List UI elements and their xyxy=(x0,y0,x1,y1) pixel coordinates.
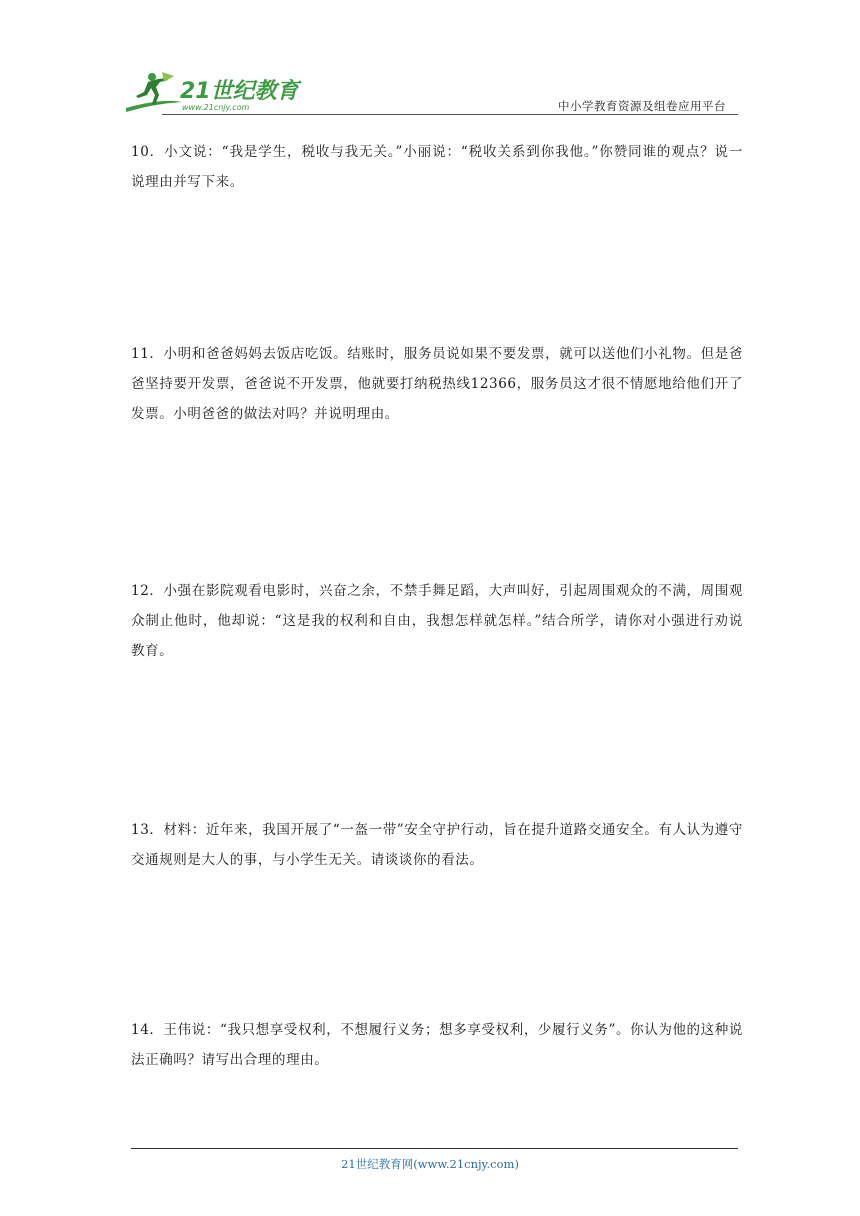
question-12: 12．小强在影院观看电影时，兴奋之余，不禁手舞足蹈，大声叫好，引起周围观众的不满，周围观众制止他时，他却说：“这是我的权利和自由，我想怎样就怎样。”结合所学，请你对小强进行劝说教育。 xyxy=(131,583,743,659)
question-10: 10．小文说：“我是学生，税收与我无关。”小丽说：“税收关系到你我他。”你赞同谁的观点？说一说理由并写下来。 xyxy=(131,144,743,190)
footer-divider xyxy=(131,1148,738,1149)
logo-text: 21世纪教育 xyxy=(180,79,299,104)
platform-label: 中小学教育资源及组卷应用平台 xyxy=(558,99,726,113)
logo-subtext: www.21cnjy.com xyxy=(182,103,250,112)
footer-link[interactable]: 21世纪教育网(www.21cnjy.com) xyxy=(341,1157,519,1171)
question-11: 11．小明和爸爸妈妈去饭店吃饭。结账时，服务员说如果不要发票，就可以送他们小礼物。但是爸爸坚持要开发票，爸爸说不开发票，他就要打纳税热线12366，服务员这才很不情愿地给他们开了发票。小明爸爸的做法对吗？并说明理由。 xyxy=(131,346,743,422)
logo-runner-icon xyxy=(122,68,302,114)
question-13: 13．材料：近年来，我国开展了“一盔一带”安全守护行动，旨在提升道路交通安全。有人认为遵守交通规则是大人的事，与小学生无关。请谈谈你的看法。 xyxy=(131,822,743,868)
logo xyxy=(122,68,302,114)
question-14: 14．王伟说：“我只想享受权利，不想履行义务；想多享受权利，少履行义务”。你认为他的这种说法正确吗？请写出合理的理由。 xyxy=(131,1022,743,1068)
header-divider xyxy=(162,114,738,115)
page-header xyxy=(122,64,738,116)
